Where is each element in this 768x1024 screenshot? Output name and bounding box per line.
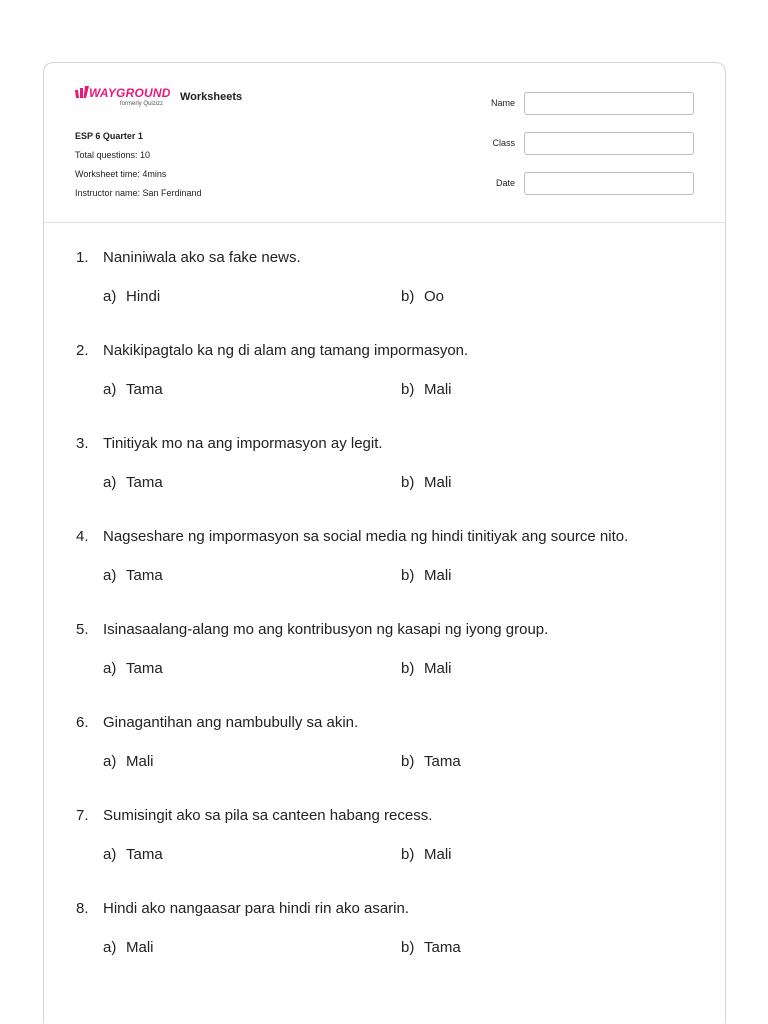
option-text: Tama [126,474,163,491]
worksheet-header [44,63,725,223]
question-text: Nakikipagtalo ka ng di alam ang tamang impormasyon. [103,342,469,359]
option-b[interactable] [401,288,444,305]
option-a[interactable] [103,660,163,677]
date-label: Date [495,178,515,188]
option-a[interactable] [103,474,163,491]
option-text: Tama [126,381,163,398]
option-letter: b) [401,381,415,398]
option-text: Mali [424,846,452,863]
option-b[interactable] [401,846,452,863]
option-letter: b) [401,660,415,677]
option-letter: b) [401,846,415,863]
question-number: 7. [76,807,89,824]
question-text: Ginagantihan ang nambubully sa akin. [103,714,359,731]
date-field[interactable] [524,172,694,195]
question-item [44,501,725,594]
question-number: 1. [76,249,89,266]
option-text: Mali [126,939,154,956]
option-letter: a) [103,753,117,770]
option-a[interactable] [103,846,163,863]
brand-subtitle: formerly Quizizz [120,101,164,107]
brand-name: WAYGROUND [89,86,171,100]
question-text: Isinasaalang-alang mo ang kontribusyon ng kasapi ng iyong group. [103,621,549,638]
worksheet-page [43,62,726,1023]
question-item [44,780,725,873]
option-text: Tama [126,567,163,584]
option-text: Mali [126,753,154,770]
question-number: 2. [76,342,89,359]
question-number: 3. [76,435,89,452]
option-letter: a) [103,939,117,956]
question-number: 8. [76,900,89,917]
option-b[interactable] [401,939,461,956]
question-item [44,222,725,315]
option-b[interactable] [401,474,452,491]
option-a[interactable] [103,939,154,956]
option-a[interactable] [103,753,154,770]
question-text: Hindi ako nangaasar para hindi rin ako asarin. [103,900,410,917]
option-letter: a) [103,474,117,491]
option-letter: b) [401,753,415,770]
question-text: Naniniwala ako sa fake news. [103,249,301,266]
option-a[interactable] [103,567,163,584]
option-b[interactable] [401,381,452,398]
option-letter: b) [401,288,415,305]
option-b[interactable] [401,567,452,584]
option-text: Mali [424,381,452,398]
option-letter: a) [103,288,117,305]
worksheet-title: ESP 6 Quarter 1 [75,131,143,141]
option-text: Mali [424,567,452,584]
worksheet-meta [75,127,202,203]
worksheet-time: Worksheet time: 4mins [75,169,167,179]
option-text: Mali [424,660,452,677]
question-item [44,594,725,687]
option-a[interactable] [103,288,160,305]
question-item [44,873,725,966]
wayground-logo-icon [75,86,89,99]
question-number: 5. [76,621,89,638]
option-letter: b) [401,939,415,956]
option-letter: a) [103,660,117,677]
question-item [44,315,725,408]
total-questions: Total questions: 10 [75,150,151,160]
option-text: Tama [424,939,461,956]
option-letter: a) [103,381,117,398]
instructor-name: Instructor name: San Ferdinand [75,188,202,198]
option-text: Mali [424,474,452,491]
question-item [44,408,725,501]
question-item [44,687,725,780]
name-label: Name [490,98,515,108]
question-text: Tinitiyak mo na ang impormasyon ay legit. [103,435,383,452]
question-number: 4. [76,528,89,545]
option-b[interactable] [401,660,452,677]
class-field[interactable] [524,132,694,155]
name-field[interactable] [524,92,694,115]
option-b[interactable] [401,753,461,770]
option-letter: b) [401,567,415,584]
brand-title: Worksheets [180,91,243,103]
option-text: Tama [126,846,163,863]
option-text: Tama [126,660,163,677]
option-letter: a) [103,846,117,863]
option-text: Hindi [126,288,161,305]
option-letter: a) [103,567,117,584]
class-label: Class [492,138,515,148]
option-letter: b) [401,474,415,491]
question-number: 6. [76,714,89,731]
question-text: Nagseshare ng impormasyon sa social media ng hindi tinitiyak ang source nito. [103,528,629,545]
option-text: Oo [424,288,445,305]
question-text: Sumisingit ako sa pila sa canteen habang recess. [103,807,433,824]
option-text: Tama [424,753,461,770]
option-a[interactable] [103,381,163,398]
